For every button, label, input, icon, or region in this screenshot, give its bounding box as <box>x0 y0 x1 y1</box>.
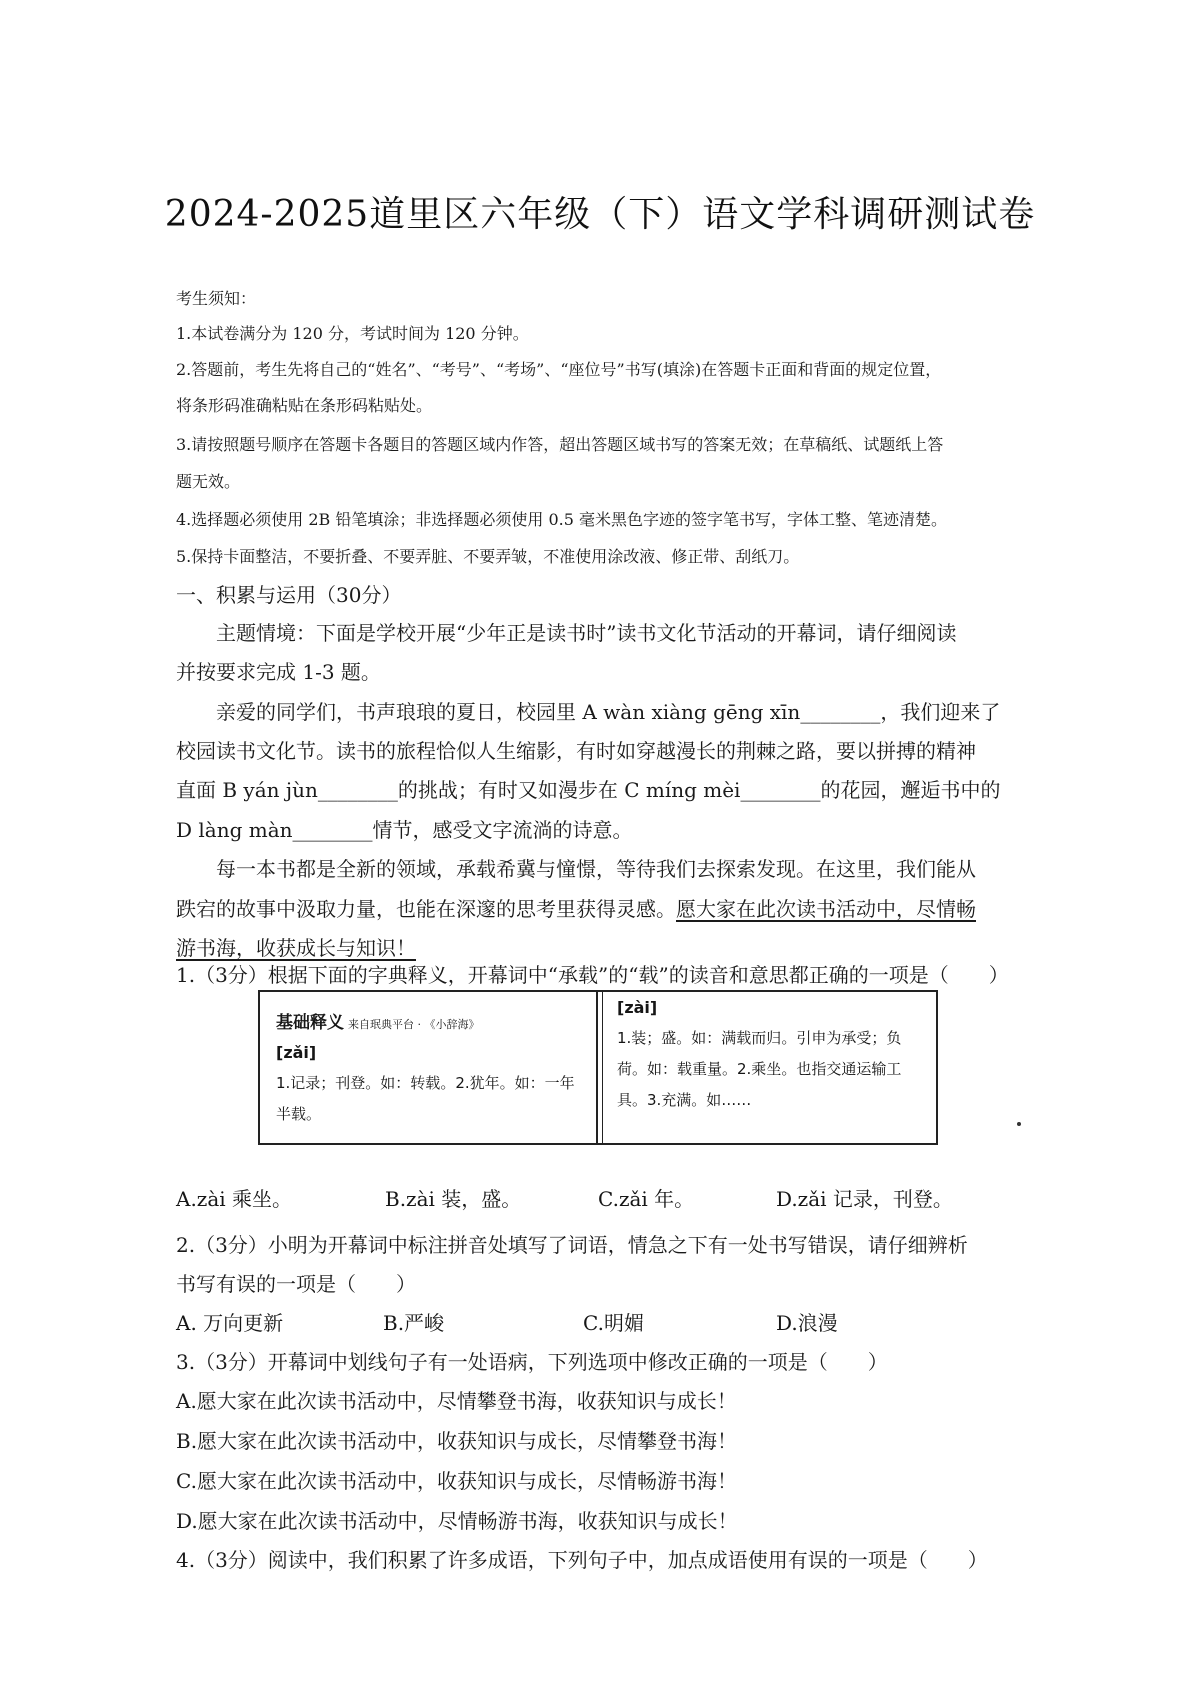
notice-item: 5.保持卡面整洁，不要折叠、不要弄脏、不要弄皱，不准使用涂改液、修正带、刮纸刀。 <box>176 547 800 566</box>
intro-line: 主题情境：下面是学校开展“少年正是读书时”读书文化节活动的开幕词，请仔细阅读 <box>216 621 957 645</box>
q1-option-b: B.zài 装，盛。 <box>385 1187 522 1211</box>
question-stem: 书写有误的一项是（ ） <box>176 1272 416 1296</box>
dictionary-left-panel <box>260 992 598 1143</box>
dictionary-source: 来自珉典平台 · 《小辞海》 <box>348 1018 480 1031</box>
notice-item: 1.本试卷满分为 120 分，考试时间为 120 分钟。 <box>176 324 529 343</box>
q3-option-d: D.愿大家在此次读书活动中，尽情畅游书海，收获知识与成长！ <box>176 1509 738 1533</box>
passage-text: 跌宕的故事中汲取力量，也能在深邃的思考里获得灵感。 <box>176 897 676 921</box>
dictionary-definition: 1.装；盛。如：满载而归。引申为承受；负荷。如：载重量。2.乘坐。也指交通运输工具。3.充满。如…… <box>617 1029 902 1109</box>
q3-option-a: A.愿大家在此次读书活动中，尽情攀登书海，收获知识与成长！ <box>176 1389 737 1413</box>
notice-item: 3.请按照题号顺序在答题卡各题目的答题区域内作答，超出答题区域书写的答案无效；在草稿纸、试题纸上答 <box>176 435 944 454</box>
q1-option-c: C.zǎi 年。 <box>598 1187 695 1211</box>
q1-option-a: A.zài 乘坐。 <box>176 1187 293 1211</box>
underlined-sentence: 愿大家在此次读书活动中，尽情畅 <box>676 897 976 921</box>
intro-line: 并按要求完成 1-3 题。 <box>176 660 381 684</box>
q2-option-a: A. 万向更新 <box>176 1311 284 1335</box>
dictionary-head: 基础释义 <box>276 1013 344 1033</box>
passage-line: 亲爱的同学们，书声琅琅的夏日，校园里 A wàn xiàng gēng xīn________，我们迎来了 <box>216 700 1001 724</box>
dictionary-pinyin: [zài] <box>617 998 658 1017</box>
q2-option-b: B.严峻 <box>383 1311 445 1335</box>
q2-option-d: D.浪漫 <box>776 1311 838 1335</box>
notice-heading: 考生须知： <box>176 289 257 308</box>
passage-line: 校园读书文化节。读书的旅程恰似人生缩影，有时如穿越漫长的荆棘之路，要以拼搏的精神 <box>176 739 976 763</box>
dictionary-definition: 1.记录；刊登。如：转载。2.犹年。如：一年半载。 <box>276 1074 575 1123</box>
page-title: 2024-2025道里区六年级（下）语文学科调研测试卷 <box>164 194 1036 235</box>
q3-option-c: C.愿大家在此次读书活动中，收获知识与成长，尽情畅游书海！ <box>176 1469 737 1493</box>
section-heading: 一、积累与运用（30分） <box>176 583 402 607</box>
scan-speck <box>1017 1122 1021 1126</box>
question-stem: 1.（3分）根据下面的字典释义，开幕词中“承载”的“载”的读音和意思都正确的一项是（ ） <box>176 963 1009 987</box>
passage-line <box>176 893 976 922</box>
underlined-sentence: 游书海，收获成长与知识！ <box>176 936 416 960</box>
q1-option-d: D.zǎi 记录，刊登。 <box>776 1187 953 1211</box>
question-stem: 4.（3分）阅读中，我们积累了许多成语，下列句子中，加点成语使用有误的一项是（ ） <box>176 1548 988 1572</box>
dictionary-box <box>258 990 938 1145</box>
dictionary-right-panel <box>602 992 940 1143</box>
notice-item: 4.选择题必须使用 2B 铅笔填涂；非选择题必须使用 0.5 毫米黑色字迹的签字笔书写，字体工整、笔迹清楚。 <box>176 510 947 529</box>
question-stem: 2.（3分）小明为开幕词中标注拼音处填写了词语，情急之下有一处书写错误，请仔细辨析 <box>176 1233 968 1257</box>
passage-line <box>176 932 416 961</box>
passage-line: 直面 B yán jùn________的挑战；有时又如漫步在 C míng mèi________的花园，邂逅书中的 <box>176 778 1001 802</box>
notice-item: 将条形码准确粘贴在条形码粘贴处。 <box>176 396 433 415</box>
notice-item: 2.答题前，考生先将自己的“姓名”、“考号”、“考场”、“座位号”书写(填涂)在答题卡正面和背面的规定位置， <box>176 360 942 379</box>
dictionary-pinyin: [zǎi] <box>276 1043 317 1062</box>
q2-option-c: C.明媚 <box>583 1311 644 1335</box>
q3-option-b: B.愿大家在此次读书活动中，收获知识与成长，尽情攀登书海！ <box>176 1429 738 1453</box>
question-stem: 3.（3分）开幕词中划线句子有一处语病，下列选项中修改正确的一项是（ ） <box>176 1350 888 1374</box>
passage-line: 每一本书都是全新的领域，承载希冀与憧憬，等待我们去探索发现。在这里，我们能从 <box>216 857 976 881</box>
passage-line: D làng màn________情节，感受文字流淌的诗意。 <box>176 818 633 842</box>
notice-item: 题无效。 <box>176 472 241 491</box>
